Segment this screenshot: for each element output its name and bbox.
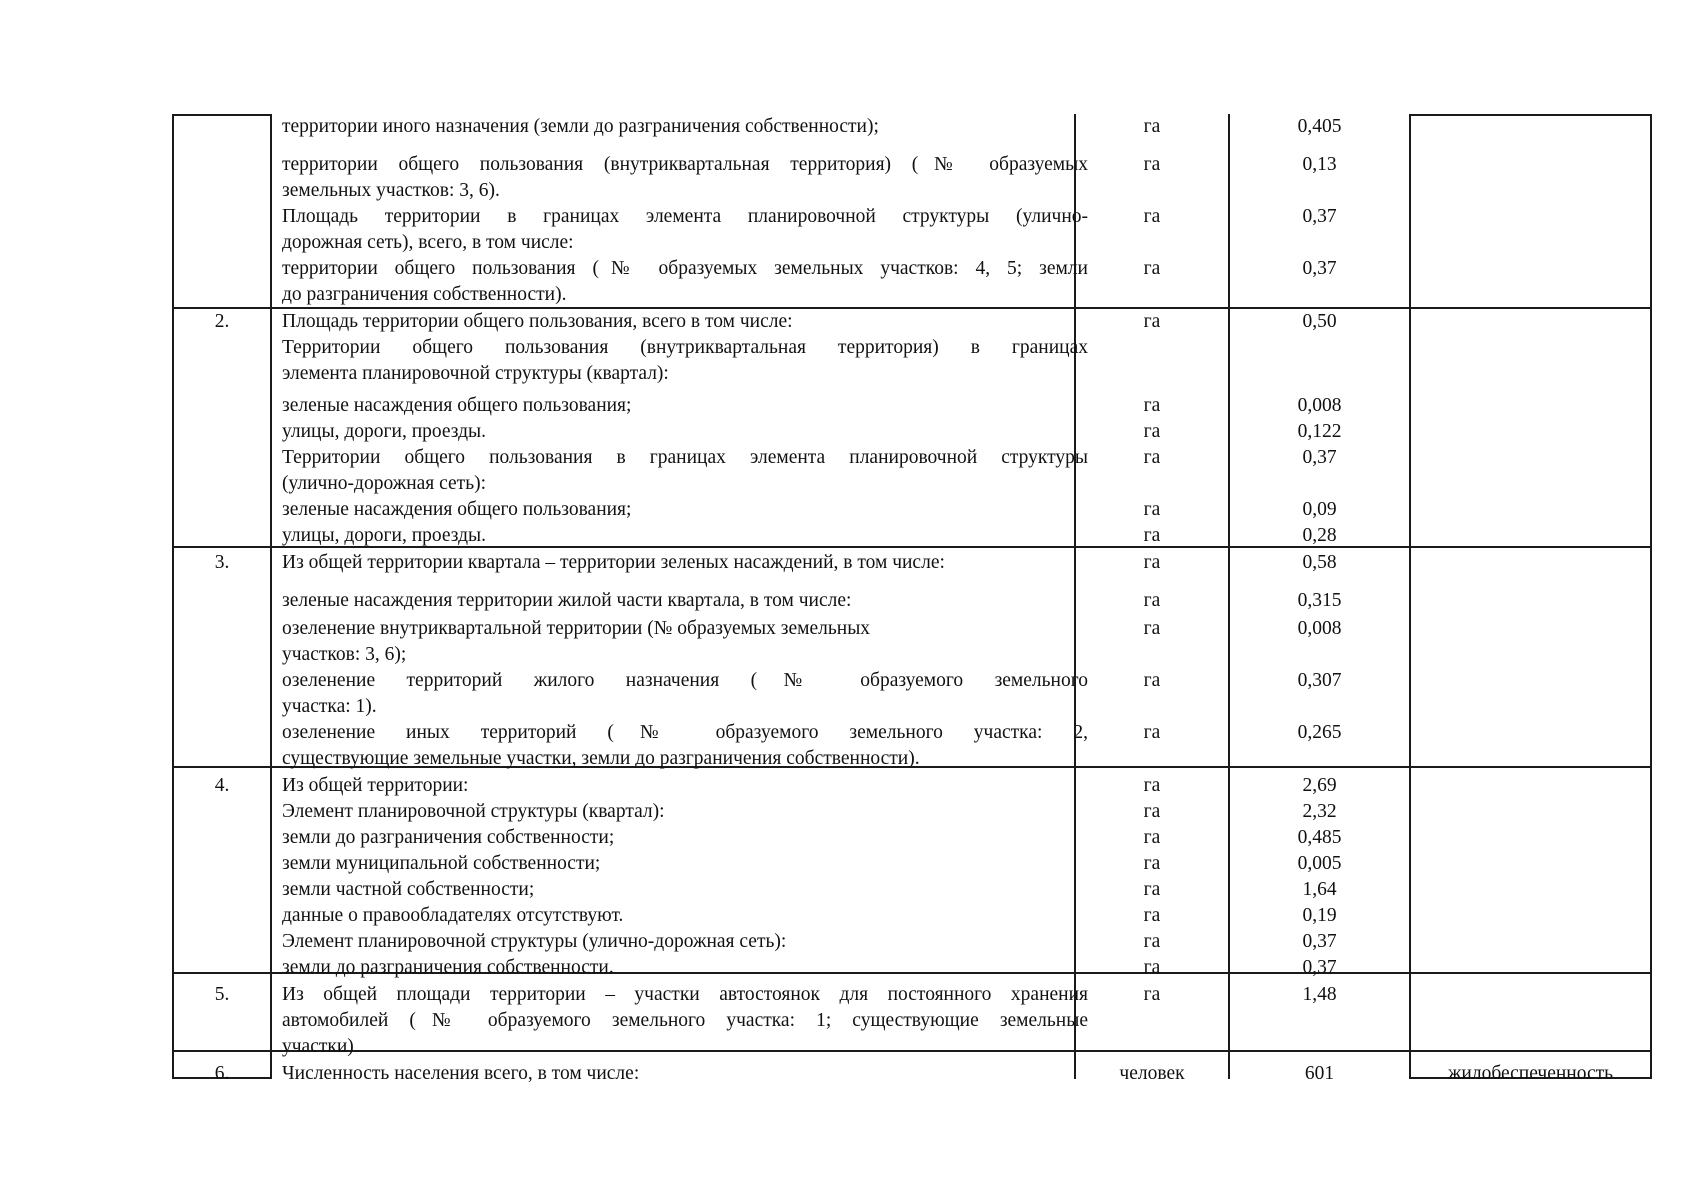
value-cell: 0,122 [1297,421,1342,442]
unit-cell: га [1143,525,1161,546]
indicator-text: озеленение внутриквартальной территории (№ образуемых земельных [282,618,871,639]
row-number: 6. [214,1063,230,1084]
indicator-text: озеленение иных территорий (№ образуемого земельного участка: 2, [282,722,1088,743]
indicator-text: зеленые насаждения территории жилой части квартала, в том числе: [282,590,852,611]
unit-cell: га [1143,775,1161,796]
indicator-text: Площадь территории общего пользования, всего в том числе: [282,311,793,332]
indicator-text: участка: 1). [282,696,377,717]
indicator-text: участки) [282,1036,354,1057]
indicator-text: существующие земельные участки, земли до разграничения собственности). [282,748,920,769]
indicator-text: территории иного назначения (земли до разграничения собственности); [282,116,879,137]
value-cell: 601 [1304,1063,1335,1084]
value-cell: 0,13 [1302,154,1337,175]
indicator-text: улицы, дороги, проезды. [282,421,487,442]
indicator-text: территории общего пользования (внутриквартальная территория) (№ образуемых [282,154,1088,175]
value-cell: 0,19 [1302,905,1337,926]
unit-cell: га [1143,154,1161,175]
indicator-text: Территории общего пользования в границах элемента планировочной структуры [282,447,1088,468]
value-cell: 1,48 [1302,984,1337,1005]
value-cell: 2,32 [1302,801,1337,822]
indicator-text: участков: 3, 6); [282,644,407,665]
indicator-text: Элемент планировочной структуры (квартал): [282,801,665,822]
indicator-text: Из общей площади территории – участки автостоянок для постоянного хранения [282,984,1088,1005]
indicator-text: дорожная сеть), всего, в том числе: [282,232,574,253]
unit-cell: га [1143,879,1161,900]
indicator-text: территории общего пользования (№ образуемых земельных участков: 4, 5; земли [282,258,1088,279]
unit-cell: га [1143,447,1161,468]
unit-cell: га [1143,827,1161,848]
value-cell: 0,485 [1297,827,1342,848]
unit-cell: га [1143,206,1161,227]
row-number: 4. [214,775,230,796]
unit-cell: га [1143,722,1161,743]
column-divider [1409,114,1411,1079]
value-cell: 0,008 [1297,395,1342,416]
indicator-text: озеленение территорий жилого назначения (№ образуемого земельного [282,670,1088,691]
value-cell: 0,37 [1302,447,1337,468]
note-cell: жилобеспеченность [1447,1063,1614,1084]
row-divider [172,1050,1652,1052]
unit-cell: га [1143,957,1161,978]
column-divider [270,114,272,1079]
row-divider [1409,114,1652,116]
row-number: 5. [214,984,230,1005]
unit-cell: га [1143,905,1161,926]
indicator-text: земельных участков: 3, 6). [282,180,500,201]
indicator-text: зеленые насаждения общего пользования; [282,499,632,520]
unit-cell: человек [1119,1063,1185,1084]
unit-cell: га [1143,618,1161,639]
indicator-text: земли частной собственности; [282,879,535,900]
value-cell: 0,265 [1297,722,1342,743]
value-cell: 0,09 [1302,499,1337,520]
unit-cell: га [1143,258,1161,279]
indicator-text: (улично-дорожная сеть): [282,473,487,494]
value-cell: 0,405 [1297,116,1342,137]
value-cell: 0,008 [1297,618,1342,639]
value-cell: 1,64 [1302,879,1337,900]
value-cell: 0,37 [1302,957,1337,978]
indicator-text: автомобилей (№ образуемого земельного участка: 1; существующие земельные [282,1010,1088,1031]
unit-cell: га [1143,421,1161,442]
indicator-text: земли муниципальной собственности; [282,853,601,874]
value-cell: 0,37 [1302,206,1337,227]
value-cell: 0,307 [1297,670,1342,691]
unit-cell: га [1143,552,1161,573]
unit-cell: га [1143,670,1161,691]
value-cell: 0,005 [1297,853,1342,874]
indicator-text: улицы, дороги, проезды. [282,525,487,546]
value-cell: 2,69 [1302,775,1337,796]
indicator-text: Из общей территории: [282,775,469,796]
row-number: 2. [214,311,230,332]
value-cell: 0,28 [1302,525,1337,546]
indicator-text: Территории общего пользования (внутриквартальная территория) в границах [282,337,1088,358]
row-divider [172,114,272,116]
indicator-text: Из общей территории квартала – территории зеленых насаждений, в том числе: [282,552,945,573]
indicator-text: Элемент планировочной структуры (улично-дорожная сеть): [282,931,787,952]
table-border-right [1650,114,1652,1079]
value-cell: 0,315 [1297,590,1342,611]
value-cell: 0,50 [1302,311,1337,332]
unit-cell: га [1143,853,1161,874]
indicator-text: Численность населения всего, в том числе: [282,1063,640,1084]
table-border-left [172,114,174,1079]
indicator-text: зеленые насаждения общего пользования; [282,395,632,416]
unit-cell: га [1143,395,1161,416]
unit-cell: га [1143,311,1161,332]
unit-cell: га [1143,590,1161,611]
unit-cell: га [1143,984,1161,1005]
indicator-text: Площадь территории в границах элемента планировочной структуры (улично- [282,206,1088,227]
indicator-text: до разграничения собственности). [282,284,567,305]
indicator-text: элемента планировочной структуры (квартал): [282,363,669,384]
row-number: 3. [214,552,230,573]
indicator-text: земли до разграничения собственности. [282,957,614,978]
unit-cell: га [1143,801,1161,822]
value-cell: 0,37 [1302,931,1337,952]
value-cell: 0,37 [1302,258,1337,279]
unit-cell: га [1143,499,1161,520]
unit-cell: га [1143,116,1161,137]
unit-cell: га [1143,931,1161,952]
indicator-text: земли до разграничения собственности; [282,827,615,848]
value-cell: 0,58 [1302,552,1337,573]
indicator-text: данные о правообладателях отсутствуют. [282,905,624,926]
